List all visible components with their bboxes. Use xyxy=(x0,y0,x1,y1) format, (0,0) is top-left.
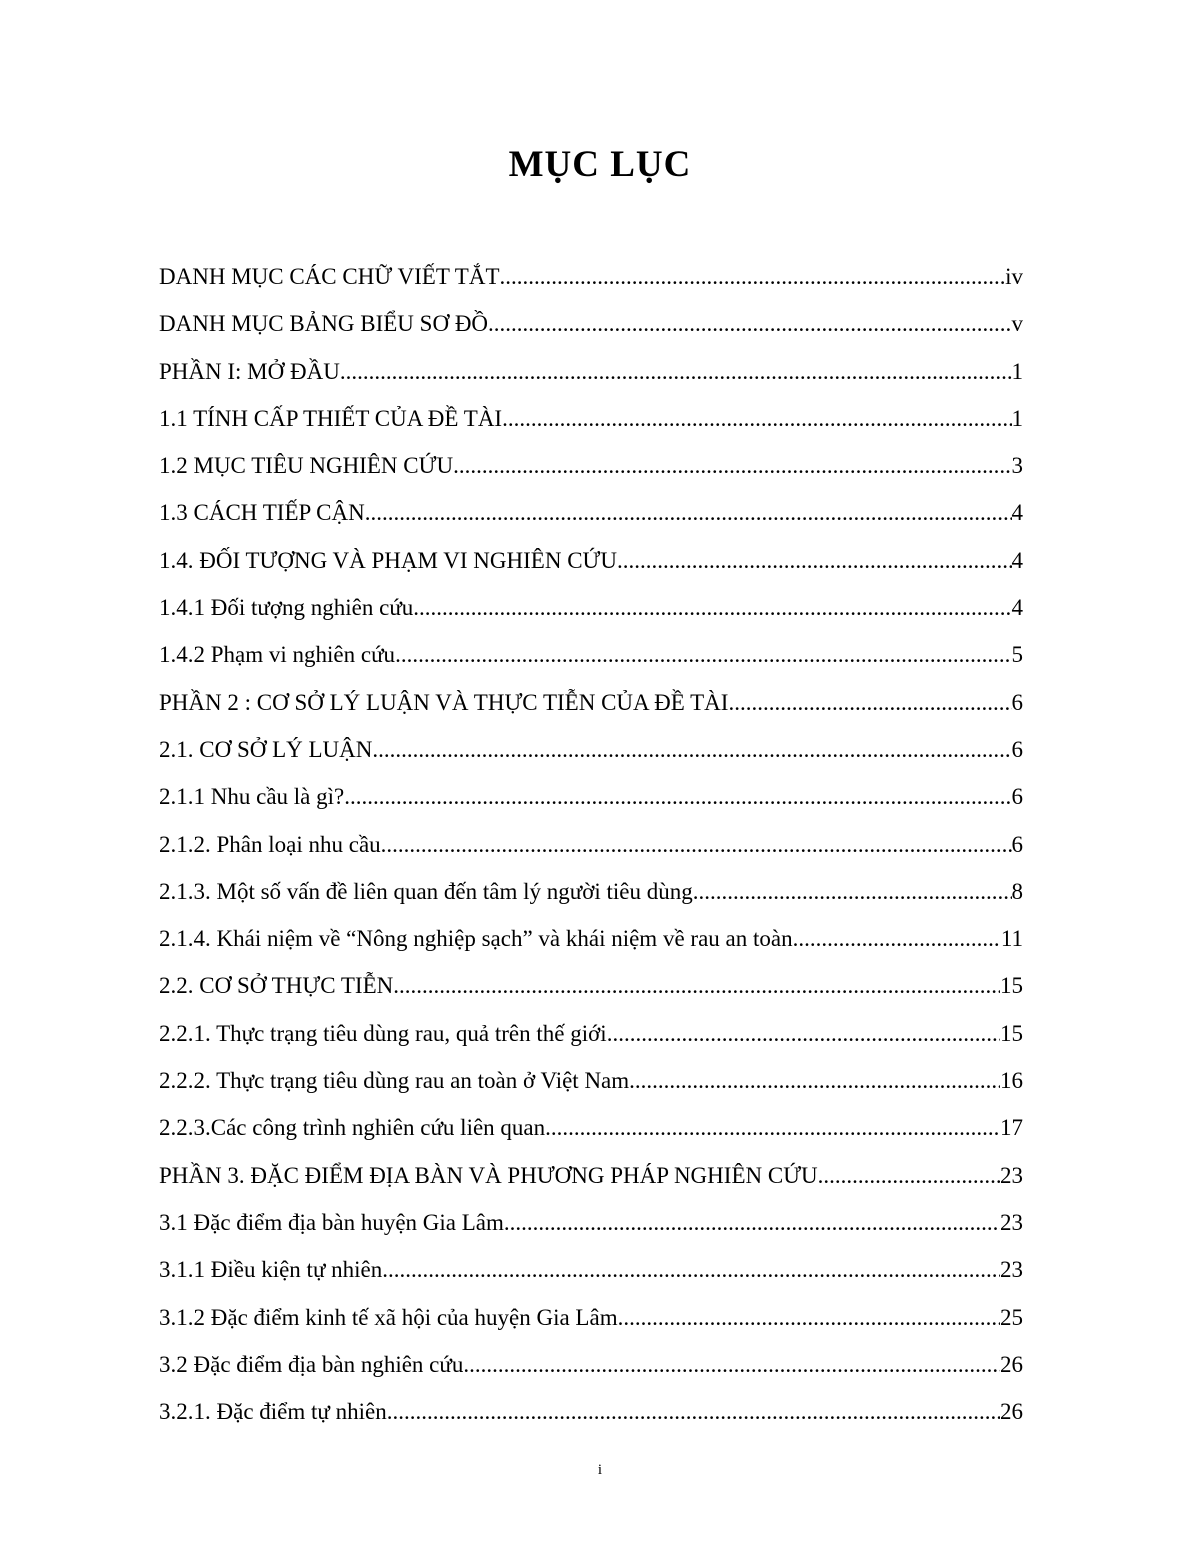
toc-entry-label: 2.1.1 Nhu cầu là gì? xyxy=(159,784,345,810)
toc-dot-leader xyxy=(382,1246,1000,1293)
toc-entry-page-number: 23 xyxy=(1000,1209,1023,1235)
toc-dot-leader xyxy=(488,300,1011,347)
toc-entry[interactable] xyxy=(159,442,1023,489)
toc-entry[interactable] xyxy=(159,1294,1023,1341)
toc-entry-page-number: 4 xyxy=(1011,595,1023,621)
toc-entry[interactable] xyxy=(159,1152,1023,1199)
toc-entry-page-number: 4 xyxy=(1011,547,1023,573)
toc-entry-page-number: 23 xyxy=(1000,1162,1023,1188)
toc-entry-page-number: 26 xyxy=(1000,1351,1023,1377)
toc-entry-page-number: 26 xyxy=(1000,1399,1023,1425)
toc-entry-label: PHẦN 2 : CƠ SỞ LÝ LUẬN VÀ THỰC TIỄN CỦA ĐỀ TÀI xyxy=(159,689,729,715)
toc-entry-page-number: 23 xyxy=(1000,1257,1023,1283)
toc-dot-leader xyxy=(393,962,1000,1009)
toc-dot-leader xyxy=(629,1057,1000,1104)
toc-entry[interactable] xyxy=(159,773,1023,820)
toc-entry[interactable] xyxy=(159,1104,1023,1151)
toc-dot-leader xyxy=(395,631,1011,678)
toc-entry[interactable] xyxy=(159,489,1023,536)
toc-entry-page-number: 6 xyxy=(1011,736,1023,762)
toc-entry-page-number: 15 xyxy=(1000,1020,1023,1046)
toc-entry[interactable] xyxy=(159,1199,1023,1246)
toc-entry[interactable] xyxy=(159,1341,1023,1388)
toc-dot-leader xyxy=(340,348,1012,395)
toc-entry-label: 1.2 MỤC TIÊU NGHIÊN CỨU xyxy=(159,453,454,479)
toc-entry[interactable] xyxy=(159,631,1023,678)
toc-entry-label: 1.4.2 Phạm vi nghiên cứu xyxy=(159,642,396,668)
toc-entry-page-number: 5 xyxy=(1011,642,1023,668)
toc-entry-page-number: 3 xyxy=(1011,453,1023,479)
toc-entry[interactable] xyxy=(159,1246,1023,1293)
toc-dot-leader xyxy=(545,1104,1000,1151)
toc-dot-leader xyxy=(502,395,1011,442)
toc-entry-page-number: 15 xyxy=(1000,973,1023,999)
toc-dot-leader xyxy=(500,253,1006,300)
toc-dot-leader xyxy=(413,584,1011,631)
toc-entry-page-number: 8 xyxy=(1011,878,1023,904)
toc-entry-label: 2.2.2. Thực trạng tiêu dùng rau an toàn ở Việt Nam xyxy=(159,1068,630,1094)
toc-dot-leader xyxy=(617,537,1011,584)
toc-entry-label: 1.3 CÁCH TIẾP CẬN xyxy=(159,500,365,526)
toc-entry[interactable] xyxy=(159,348,1023,395)
table-of-contents xyxy=(159,253,1023,1435)
toc-entry[interactable] xyxy=(159,253,1023,300)
toc-entry-page-number: 25 xyxy=(1000,1304,1023,1330)
toc-entry[interactable] xyxy=(159,584,1023,631)
toc-entry-label: DANH MỤC BẢNG BIỂU SƠ ĐỒ xyxy=(159,311,489,337)
toc-entry-page-number: 4 xyxy=(1011,500,1023,526)
toc-dot-leader xyxy=(693,868,1012,915)
toc-entry[interactable] xyxy=(159,679,1023,726)
toc-entry-label: 3.1.2 Đặc điểm kinh tế xã hội của huyện Gia Lâm xyxy=(159,1304,618,1330)
toc-dot-leader xyxy=(387,1388,1000,1435)
toc-entry[interactable] xyxy=(159,537,1023,584)
toc-entry[interactable] xyxy=(159,1057,1023,1104)
toc-entry-label: PHẦN I: MỞ ĐẦU xyxy=(159,358,340,384)
toc-entry-label: 2.2. CƠ SỞ THỰC TIỄN xyxy=(159,973,394,999)
toc-entry[interactable] xyxy=(159,1010,1023,1057)
toc-entry-label: 2.1. CƠ SỞ LÝ LUẬN xyxy=(159,736,373,762)
toc-entry-page-number: iv xyxy=(1005,264,1023,289)
toc-entry[interactable] xyxy=(159,300,1023,347)
toc-entry-label: 2.1.3. Một số vấn đề liên quan đến tâm lý người tiêu dùng xyxy=(159,878,693,904)
toc-entry-page-number: v xyxy=(1011,311,1023,337)
toc-entry-page-number: 1 xyxy=(1011,358,1023,384)
toc-dot-leader xyxy=(463,1341,1000,1388)
toc-entry-label: 1.4.1 Đối tượng nghiên cứu xyxy=(159,595,414,621)
toc-entry-label: 3.2 Đặc điểm địa bàn nghiên cứu xyxy=(159,1351,464,1377)
toc-entry-label: PHẦN 3. ĐẶC ĐIỂM ĐỊA BÀN VÀ PHƯƠNG PHÁP NGHIÊN CỨU xyxy=(159,1162,818,1188)
toc-dot-leader xyxy=(365,489,1012,536)
toc-entry[interactable] xyxy=(159,868,1023,915)
toc-entry-label: 2.2.3.Các công trình nghiên cứu liên quan xyxy=(159,1115,546,1141)
toc-entry[interactable] xyxy=(159,395,1023,442)
toc-entry-page-number: 11 xyxy=(1000,926,1023,952)
toc-dot-leader xyxy=(618,1294,1000,1341)
toc-entry-page-number: 16 xyxy=(1000,1068,1023,1094)
toc-entry[interactable] xyxy=(159,726,1023,773)
toc-dot-leader xyxy=(372,726,1011,773)
toc-dot-leader xyxy=(728,679,1011,726)
toc-entry-label: DANH MỤC CÁC CHỮ VIẾT TẮT xyxy=(159,264,500,289)
toc-dot-leader xyxy=(453,442,1011,489)
toc-dot-leader xyxy=(818,1152,1000,1199)
toc-entry[interactable] xyxy=(159,1388,1023,1435)
toc-entry[interactable] xyxy=(159,915,1023,962)
toc-dot-leader xyxy=(504,1199,1000,1246)
toc-entry[interactable] xyxy=(159,962,1023,1009)
toc-entry-label: 3.1.1 Điều kiện tự nhiên xyxy=(159,1257,383,1283)
toc-entry-page-number: 6 xyxy=(1011,831,1023,857)
toc-entry-label: 1.1 TÍNH CẤP THIẾT CỦA ĐỀ TÀI xyxy=(159,405,503,431)
toc-entry-page-number: 17 xyxy=(1000,1115,1023,1141)
page-title: MỤC LỤC xyxy=(508,144,692,185)
toc-entry-label: 1.4. ĐỐI TƯỢNG VÀ PHẠM VI NGHIÊN CỨU xyxy=(159,547,618,573)
toc-entry-page-number: 1 xyxy=(1011,405,1023,431)
toc-entry-label: 2.2.1. Thực trạng tiêu dùng rau, quả trên thế giới xyxy=(159,1020,607,1046)
toc-entry-page-number: 6 xyxy=(1011,689,1023,715)
toc-entry-label: 2.1.4. Khái niệm về “Nông nghiệp sạch” và khái niệm về rau an toàn xyxy=(159,926,793,952)
toc-entry-label: 3.2.1. Đặc điểm tự nhiên xyxy=(159,1399,387,1425)
toc-dot-leader xyxy=(344,773,1011,820)
toc-dot-leader xyxy=(607,1010,1000,1057)
toc-dot-leader xyxy=(793,915,1001,962)
toc-dot-leader xyxy=(381,821,1012,868)
toc-entry-label: 3.1 Đặc điểm địa bàn huyện Gia Lâm xyxy=(159,1209,504,1235)
toc-entry[interactable] xyxy=(159,821,1023,868)
toc-entry-label: 2.1.2. Phân loại nhu cầu xyxy=(159,831,381,857)
page-number: i xyxy=(597,1462,603,1478)
toc-entry-page-number: 6 xyxy=(1011,784,1023,810)
